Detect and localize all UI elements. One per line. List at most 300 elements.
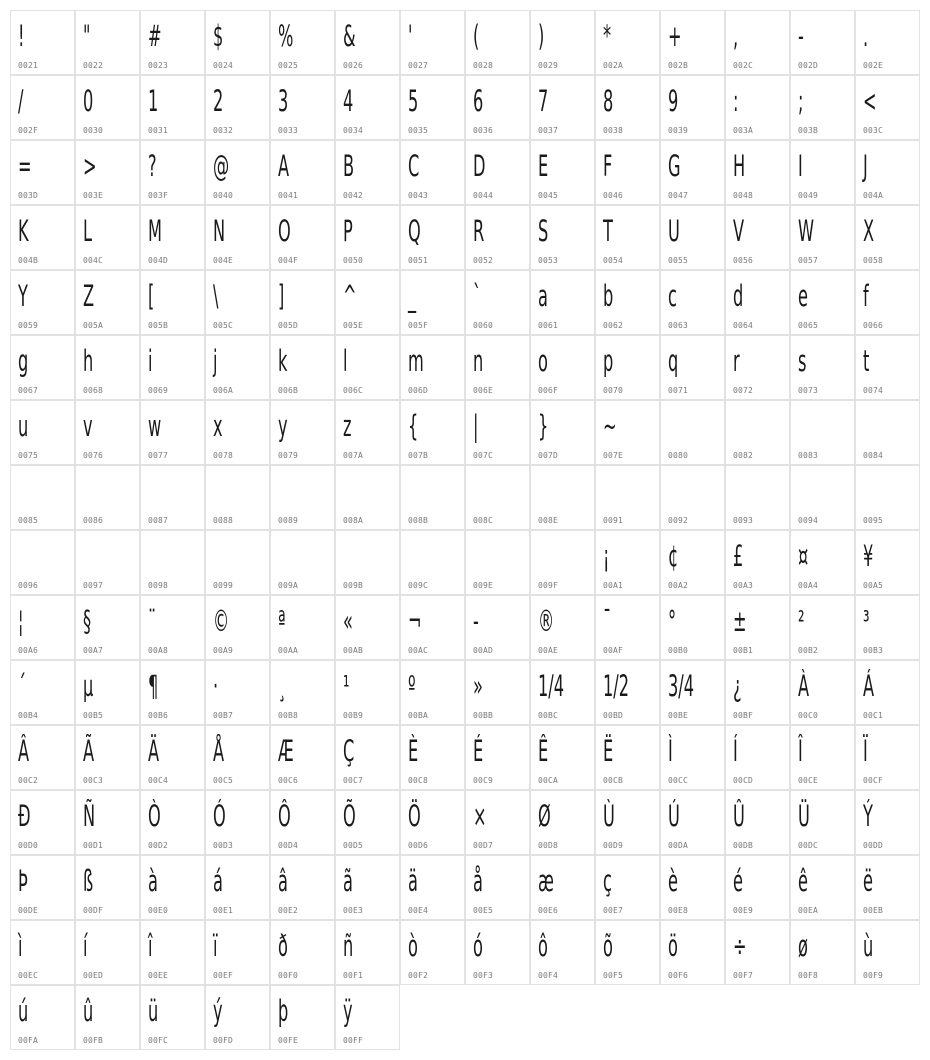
glyph-char: Ó bbox=[213, 799, 226, 833]
glyph-char: } bbox=[538, 409, 549, 443]
glyph-char: H bbox=[733, 149, 746, 183]
glyph-char: ¸ bbox=[278, 669, 287, 703]
glyph-char: = bbox=[18, 149, 32, 183]
glyph-char: É bbox=[473, 734, 484, 768]
glyph-char: v bbox=[83, 409, 93, 443]
glyph-cell bbox=[855, 920, 920, 985]
glyph-char: þ bbox=[278, 994, 289, 1028]
glyph-codepoint: 003E bbox=[83, 191, 104, 200]
glyph-char: î bbox=[148, 929, 153, 963]
glyph-char: % bbox=[278, 19, 294, 53]
glyph-char: r bbox=[733, 344, 740, 378]
glyph-cell bbox=[270, 140, 335, 205]
glyph-codepoint: 006E bbox=[473, 386, 494, 395]
glyph-codepoint: 007C bbox=[473, 451, 494, 460]
glyph-cell bbox=[465, 400, 530, 465]
glyph-cell bbox=[140, 855, 205, 920]
glyph-codepoint: 008E bbox=[538, 516, 559, 525]
glyph-codepoint: 00DE bbox=[18, 906, 39, 915]
glyph-codepoint: 009B bbox=[343, 581, 364, 590]
glyph-cell bbox=[660, 465, 725, 530]
glyph-char: ³ bbox=[863, 604, 870, 638]
glyph-cell bbox=[270, 335, 335, 400]
glyph-codepoint: 00CE bbox=[798, 776, 819, 785]
glyph-codepoint: 00D8 bbox=[538, 841, 559, 850]
glyph-cell bbox=[10, 10, 75, 75]
glyph-char: g bbox=[18, 344, 29, 378]
glyph-codepoint: 00E5 bbox=[473, 906, 494, 915]
glyph-codepoint: 0067 bbox=[18, 386, 39, 395]
glyph-cell bbox=[465, 205, 530, 270]
glyph-cell bbox=[205, 465, 270, 530]
glyph-char: J bbox=[863, 149, 868, 183]
glyph-codepoint: 0097 bbox=[83, 581, 104, 590]
glyph-char: h bbox=[83, 344, 94, 378]
glyph-cell bbox=[595, 335, 660, 400]
glyph-cell bbox=[10, 465, 75, 530]
glyph-cell bbox=[335, 855, 400, 920]
glyph-codepoint: 00C8 bbox=[408, 776, 429, 785]
glyph-cell bbox=[10, 205, 75, 270]
glyph-cell bbox=[270, 595, 335, 660]
glyph-char: í bbox=[83, 929, 88, 963]
glyph-cell bbox=[530, 595, 595, 660]
glyph-codepoint: 0024 bbox=[213, 61, 234, 70]
glyph-cell bbox=[400, 10, 465, 75]
glyph-cell bbox=[335, 595, 400, 660]
glyph-cell bbox=[660, 400, 725, 465]
glyph-char: ' bbox=[408, 19, 413, 53]
glyph-codepoint: 009A bbox=[278, 581, 299, 590]
glyph-cell bbox=[855, 660, 920, 725]
glyph-char: ÷ bbox=[733, 929, 747, 963]
glyph-codepoint: 00E0 bbox=[148, 906, 169, 915]
glyph-char: \ bbox=[213, 279, 219, 313]
glyph-char: ² bbox=[798, 604, 805, 638]
glyph-cell bbox=[855, 400, 920, 465]
glyph-char: ï bbox=[213, 929, 218, 963]
glyph-cell bbox=[595, 725, 660, 790]
glyph-cell bbox=[725, 920, 790, 985]
glyph-cell bbox=[790, 75, 855, 140]
glyph-codepoint: 00B1 bbox=[733, 646, 754, 655]
glyph-char: ! bbox=[18, 19, 25, 53]
glyph-char: û bbox=[83, 994, 94, 1028]
glyph-char: M bbox=[148, 214, 162, 248]
glyph-codepoint: 00EA bbox=[798, 906, 819, 915]
glyph-cell bbox=[660, 660, 725, 725]
glyph-codepoint: 00C6 bbox=[278, 776, 299, 785]
glyph-codepoint: 0022 bbox=[83, 61, 104, 70]
glyph-char: 9 bbox=[668, 84, 679, 118]
glyph-char: x bbox=[213, 409, 223, 443]
glyph-char: p bbox=[603, 344, 614, 378]
glyph-codepoint: 00C5 bbox=[213, 776, 234, 785]
glyph-char: P bbox=[343, 214, 353, 248]
glyph-codepoint: 0078 bbox=[213, 451, 234, 460]
glyph-codepoint: 002A bbox=[603, 61, 624, 70]
glyph-cell bbox=[140, 595, 205, 660]
glyph-cell bbox=[270, 530, 335, 595]
glyph-codepoint: 00D3 bbox=[213, 841, 234, 850]
glyph-cell bbox=[400, 595, 465, 660]
glyph-cell bbox=[270, 790, 335, 855]
glyph-codepoint: 00BF bbox=[733, 711, 754, 720]
glyph-codepoint: 0080 bbox=[668, 451, 689, 460]
glyph-char: Æ bbox=[278, 734, 294, 768]
glyph-codepoint: 0023 bbox=[148, 61, 169, 70]
glyph-char: . bbox=[863, 19, 869, 53]
glyph-cell bbox=[10, 660, 75, 725]
glyph-char: ( bbox=[473, 19, 480, 53]
glyph-char: µ bbox=[83, 669, 94, 703]
glyph-char: O bbox=[278, 214, 291, 248]
glyph-cell bbox=[75, 530, 140, 595]
glyph-cell bbox=[10, 985, 75, 1050]
glyph-codepoint: 00A7 bbox=[83, 646, 104, 655]
glyph-char: , bbox=[733, 19, 739, 53]
glyph-cell bbox=[75, 595, 140, 660]
glyph-codepoint: 00EF bbox=[213, 971, 234, 980]
glyph-cell bbox=[400, 140, 465, 205]
glyph-cell bbox=[660, 10, 725, 75]
glyph-cell bbox=[855, 465, 920, 530]
glyph-cell bbox=[10, 75, 75, 140]
glyph-cell bbox=[465, 660, 530, 725]
glyph-char: d bbox=[733, 279, 744, 313]
glyph-codepoint: 00F7 bbox=[733, 971, 754, 980]
glyph-cell bbox=[270, 920, 335, 985]
glyph-cell bbox=[530, 725, 595, 790]
glyph-cell bbox=[660, 790, 725, 855]
glyph-char: ó bbox=[473, 929, 483, 963]
glyph-char: A bbox=[278, 149, 290, 183]
glyph-char: ) bbox=[538, 19, 545, 53]
glyph-codepoint: 0049 bbox=[798, 191, 819, 200]
glyph-cell bbox=[205, 595, 270, 660]
glyph-cell bbox=[75, 790, 140, 855]
glyph-char: t bbox=[863, 344, 870, 378]
glyph-codepoint: 0077 bbox=[148, 451, 169, 460]
glyph-char: 5 bbox=[408, 84, 419, 118]
glyph-cell bbox=[205, 270, 270, 335]
glyph-char: I bbox=[798, 149, 803, 183]
glyph-codepoint: 00BE bbox=[668, 711, 689, 720]
glyph-codepoint: 00FC bbox=[148, 1036, 169, 1045]
glyph-char: ë bbox=[863, 864, 873, 898]
glyph-char: ¦ bbox=[18, 604, 24, 638]
glyph-cell bbox=[270, 270, 335, 335]
glyph-cell bbox=[465, 335, 530, 400]
glyph-cell bbox=[855, 10, 920, 75]
glyph-char: è bbox=[668, 864, 678, 898]
glyph-cell bbox=[10, 855, 75, 920]
glyph-cell bbox=[660, 140, 725, 205]
glyph-char: À bbox=[798, 669, 810, 703]
glyph-codepoint: 0099 bbox=[213, 581, 234, 590]
glyph-codepoint: 00C3 bbox=[83, 776, 104, 785]
glyph-codepoint: 0095 bbox=[863, 516, 884, 525]
glyph-cell bbox=[465, 855, 530, 920]
glyph-cell bbox=[335, 335, 400, 400]
glyph-cell bbox=[595, 10, 660, 75]
glyph-char: ¹ bbox=[343, 669, 350, 703]
glyph-cell bbox=[790, 920, 855, 985]
glyph-cell bbox=[725, 660, 790, 725]
glyph-cell bbox=[595, 400, 660, 465]
glyph-cell bbox=[725, 595, 790, 660]
glyph-cell bbox=[465, 920, 530, 985]
glyph-cell bbox=[75, 985, 140, 1050]
glyph-char: ú bbox=[18, 994, 29, 1028]
glyph-char: Ô bbox=[278, 799, 291, 833]
glyph-codepoint: 00B7 bbox=[213, 711, 234, 720]
glyph-char: K bbox=[18, 214, 29, 248]
glyph-codepoint: 0086 bbox=[83, 516, 104, 525]
glyph-cell bbox=[10, 140, 75, 205]
glyph-char: ¢ bbox=[668, 539, 679, 573]
glyph-char: o bbox=[538, 344, 548, 378]
glyph-cell bbox=[205, 400, 270, 465]
glyph-codepoint: 009F bbox=[538, 581, 559, 590]
glyph-codepoint: 003F bbox=[148, 191, 169, 200]
glyph-cell bbox=[855, 140, 920, 205]
glyph-codepoint: 00A6 bbox=[18, 646, 39, 655]
glyph-codepoint: 003D bbox=[18, 191, 39, 200]
glyph-codepoint: 00E7 bbox=[603, 906, 624, 915]
glyph-codepoint: 0093 bbox=[733, 516, 754, 525]
glyph-char: < bbox=[863, 84, 877, 118]
glyph-cell bbox=[400, 205, 465, 270]
glyph-char: ¿ bbox=[733, 669, 742, 703]
glyph-char: ý bbox=[213, 994, 223, 1028]
glyph-codepoint: 00B9 bbox=[343, 711, 364, 720]
glyph-codepoint: 009E bbox=[473, 581, 494, 590]
glyph-cell bbox=[595, 465, 660, 530]
glyph-cell bbox=[205, 75, 270, 140]
glyph-codepoint: 0088 bbox=[213, 516, 234, 525]
glyph-cell bbox=[530, 10, 595, 75]
glyph-cell bbox=[140, 270, 205, 335]
glyph-codepoint: 00D4 bbox=[278, 841, 299, 850]
glyph-codepoint: 00E8 bbox=[668, 906, 689, 915]
glyph-codepoint: 00FD bbox=[213, 1036, 234, 1045]
glyph-cell bbox=[465, 75, 530, 140]
glyph-codepoint: 003A bbox=[733, 126, 754, 135]
glyph-char: ¥ bbox=[863, 539, 874, 573]
glyph-codepoint: 00E9 bbox=[733, 906, 754, 915]
glyph-char: # bbox=[148, 19, 162, 53]
glyph-codepoint: 0037 bbox=[538, 126, 559, 135]
glyph-codepoint: 00B4 bbox=[18, 711, 39, 720]
glyph-char: Ê bbox=[538, 734, 549, 768]
glyph-char: | bbox=[473, 409, 479, 443]
glyph-char: & bbox=[343, 19, 356, 53]
glyph-char: Ç bbox=[343, 734, 355, 768]
glyph-char: [ bbox=[148, 279, 155, 313]
glyph-cell bbox=[270, 465, 335, 530]
glyph-codepoint: 0054 bbox=[603, 256, 624, 265]
glyph-char: Ñ bbox=[83, 799, 96, 833]
glyph-cell bbox=[205, 725, 270, 790]
glyph-codepoint: 00A1 bbox=[603, 581, 624, 590]
glyph-char: Ü bbox=[798, 799, 810, 833]
glyph-char: æ bbox=[538, 864, 554, 898]
glyph-codepoint: 00AA bbox=[278, 646, 299, 655]
glyph-char: ô bbox=[538, 929, 548, 963]
glyph-char: j bbox=[213, 344, 218, 378]
glyph-codepoint: 00A3 bbox=[733, 581, 754, 590]
glyph-cell bbox=[530, 270, 595, 335]
glyph-codepoint: 00EE bbox=[148, 971, 169, 980]
glyph-char: ç bbox=[603, 864, 612, 898]
glyph-char: _ bbox=[408, 279, 417, 313]
glyph-codepoint: 003B bbox=[798, 126, 819, 135]
glyph-cell bbox=[465, 530, 530, 595]
glyph-codepoint: 00C7 bbox=[343, 776, 364, 785]
glyph-char: Í bbox=[733, 734, 738, 768]
glyph-codepoint: 00A4 bbox=[798, 581, 819, 590]
glyph-cell bbox=[530, 75, 595, 140]
glyph-char: N bbox=[213, 214, 226, 248]
glyph-codepoint: 00C0 bbox=[798, 711, 819, 720]
glyph-codepoint: 0066 bbox=[863, 321, 884, 330]
glyph-codepoint: 0085 bbox=[18, 516, 39, 525]
glyph-char: õ bbox=[603, 929, 613, 963]
glyph-char: · bbox=[213, 669, 219, 703]
glyph-cell bbox=[335, 660, 400, 725]
glyph-cell bbox=[400, 920, 465, 985]
glyph-char: 8 bbox=[603, 84, 614, 118]
glyph-cell bbox=[725, 725, 790, 790]
glyph-char: 0 bbox=[83, 84, 94, 118]
glyph-char: ¬ bbox=[408, 604, 422, 638]
glyph-cell bbox=[205, 920, 270, 985]
glyph-codepoint: 002F bbox=[18, 126, 39, 135]
glyph-char: Ù bbox=[603, 799, 615, 833]
glyph-codepoint: 0069 bbox=[148, 386, 169, 395]
glyph-codepoint: 0068 bbox=[83, 386, 104, 395]
glyph-codepoint: 0043 bbox=[408, 191, 429, 200]
glyph-codepoint: 0098 bbox=[148, 581, 169, 590]
glyph-cell bbox=[140, 660, 205, 725]
glyph-char: ° bbox=[668, 604, 677, 638]
glyph-char: Q bbox=[408, 214, 421, 248]
glyph-char: 6 bbox=[473, 84, 484, 118]
glyph-cell bbox=[10, 920, 75, 985]
glyph-cell bbox=[595, 270, 660, 335]
glyph-char: R bbox=[473, 214, 485, 248]
glyph-cell bbox=[75, 75, 140, 140]
glyph-codepoint: 0058 bbox=[863, 256, 884, 265]
glyph-codepoint: 00F0 bbox=[278, 971, 299, 980]
glyph-cell bbox=[790, 335, 855, 400]
glyph-codepoint: 00CF bbox=[863, 776, 884, 785]
glyph-char: 3 bbox=[278, 84, 289, 118]
glyph-codepoint: 00CC bbox=[668, 776, 689, 785]
glyph-cell bbox=[660, 855, 725, 920]
glyph-codepoint: 00D7 bbox=[473, 841, 494, 850]
glyph-cell bbox=[270, 400, 335, 465]
glyph-codepoint: 0030 bbox=[83, 126, 104, 135]
glyph-cell bbox=[140, 205, 205, 270]
glyph-codepoint: 007E bbox=[603, 451, 624, 460]
glyph-char: ò bbox=[408, 929, 418, 963]
glyph-cell bbox=[335, 920, 400, 985]
glyph-char: ã bbox=[343, 864, 353, 898]
glyph-codepoint: 002B bbox=[668, 61, 689, 70]
glyph-cell bbox=[75, 465, 140, 530]
glyph-cell bbox=[270, 725, 335, 790]
glyph-char: Ò bbox=[148, 799, 161, 833]
glyph-char: $ bbox=[213, 19, 224, 53]
glyph-cell bbox=[725, 140, 790, 205]
glyph-cell bbox=[10, 595, 75, 660]
glyph-codepoint: 005A bbox=[83, 321, 104, 330]
glyph-codepoint: 005B bbox=[148, 321, 169, 330]
glyph-char: T bbox=[603, 214, 613, 248]
glyph-char: à bbox=[148, 864, 158, 898]
glyph-cell bbox=[790, 400, 855, 465]
glyph-codepoint: 0092 bbox=[668, 516, 689, 525]
glyph-codepoint: 006F bbox=[538, 386, 559, 395]
glyph-codepoint: 0063 bbox=[668, 321, 689, 330]
glyph-char: Þ bbox=[18, 864, 28, 898]
glyph-codepoint: 0053 bbox=[538, 256, 559, 265]
glyph-cell bbox=[270, 10, 335, 75]
glyph-cell bbox=[660, 920, 725, 985]
glyph-codepoint: 00B5 bbox=[83, 711, 104, 720]
glyph-cell bbox=[270, 75, 335, 140]
glyph-cell bbox=[10, 270, 75, 335]
glyph-cell bbox=[205, 140, 270, 205]
glyph-codepoint: 00AB bbox=[343, 646, 364, 655]
glyph-char: « bbox=[343, 604, 353, 638]
glyph-char: > bbox=[83, 149, 97, 183]
glyph-cell bbox=[465, 790, 530, 855]
glyph-char: 3/4 bbox=[668, 669, 695, 703]
glyph-cell bbox=[335, 725, 400, 790]
glyph-cell bbox=[725, 335, 790, 400]
glyph-char: ] bbox=[278, 279, 285, 313]
glyph-char: ? bbox=[148, 149, 157, 183]
glyph-codepoint: 0096 bbox=[18, 581, 39, 590]
glyph-cell bbox=[790, 725, 855, 790]
glyph-char: b bbox=[603, 279, 614, 313]
glyph-codepoint: 00B8 bbox=[278, 711, 299, 720]
glyph-cell bbox=[400, 400, 465, 465]
glyph-cell bbox=[595, 855, 660, 920]
glyph-cell bbox=[660, 205, 725, 270]
glyph-cell bbox=[335, 205, 400, 270]
glyph-codepoint: 00FA bbox=[18, 1036, 39, 1045]
glyph-codepoint: 00BC bbox=[538, 711, 559, 720]
glyph-char: Đ bbox=[18, 799, 31, 833]
glyph-char: Ã bbox=[83, 734, 95, 768]
glyph-char: e bbox=[798, 279, 808, 313]
glyph-char: á bbox=[213, 864, 223, 898]
glyph-char: G bbox=[668, 149, 681, 183]
glyph-codepoint: 0072 bbox=[733, 386, 754, 395]
glyph-codepoint: 00CD bbox=[733, 776, 754, 785]
glyph-codepoint: 00EB bbox=[863, 906, 884, 915]
glyph-char: 1 bbox=[148, 84, 159, 118]
glyph-char: Å bbox=[213, 734, 225, 768]
glyph-codepoint: 0084 bbox=[863, 451, 884, 460]
glyph-codepoint: 0079 bbox=[278, 451, 299, 460]
glyph-codepoint: 00B3 bbox=[863, 646, 884, 655]
glyph-cell bbox=[790, 595, 855, 660]
